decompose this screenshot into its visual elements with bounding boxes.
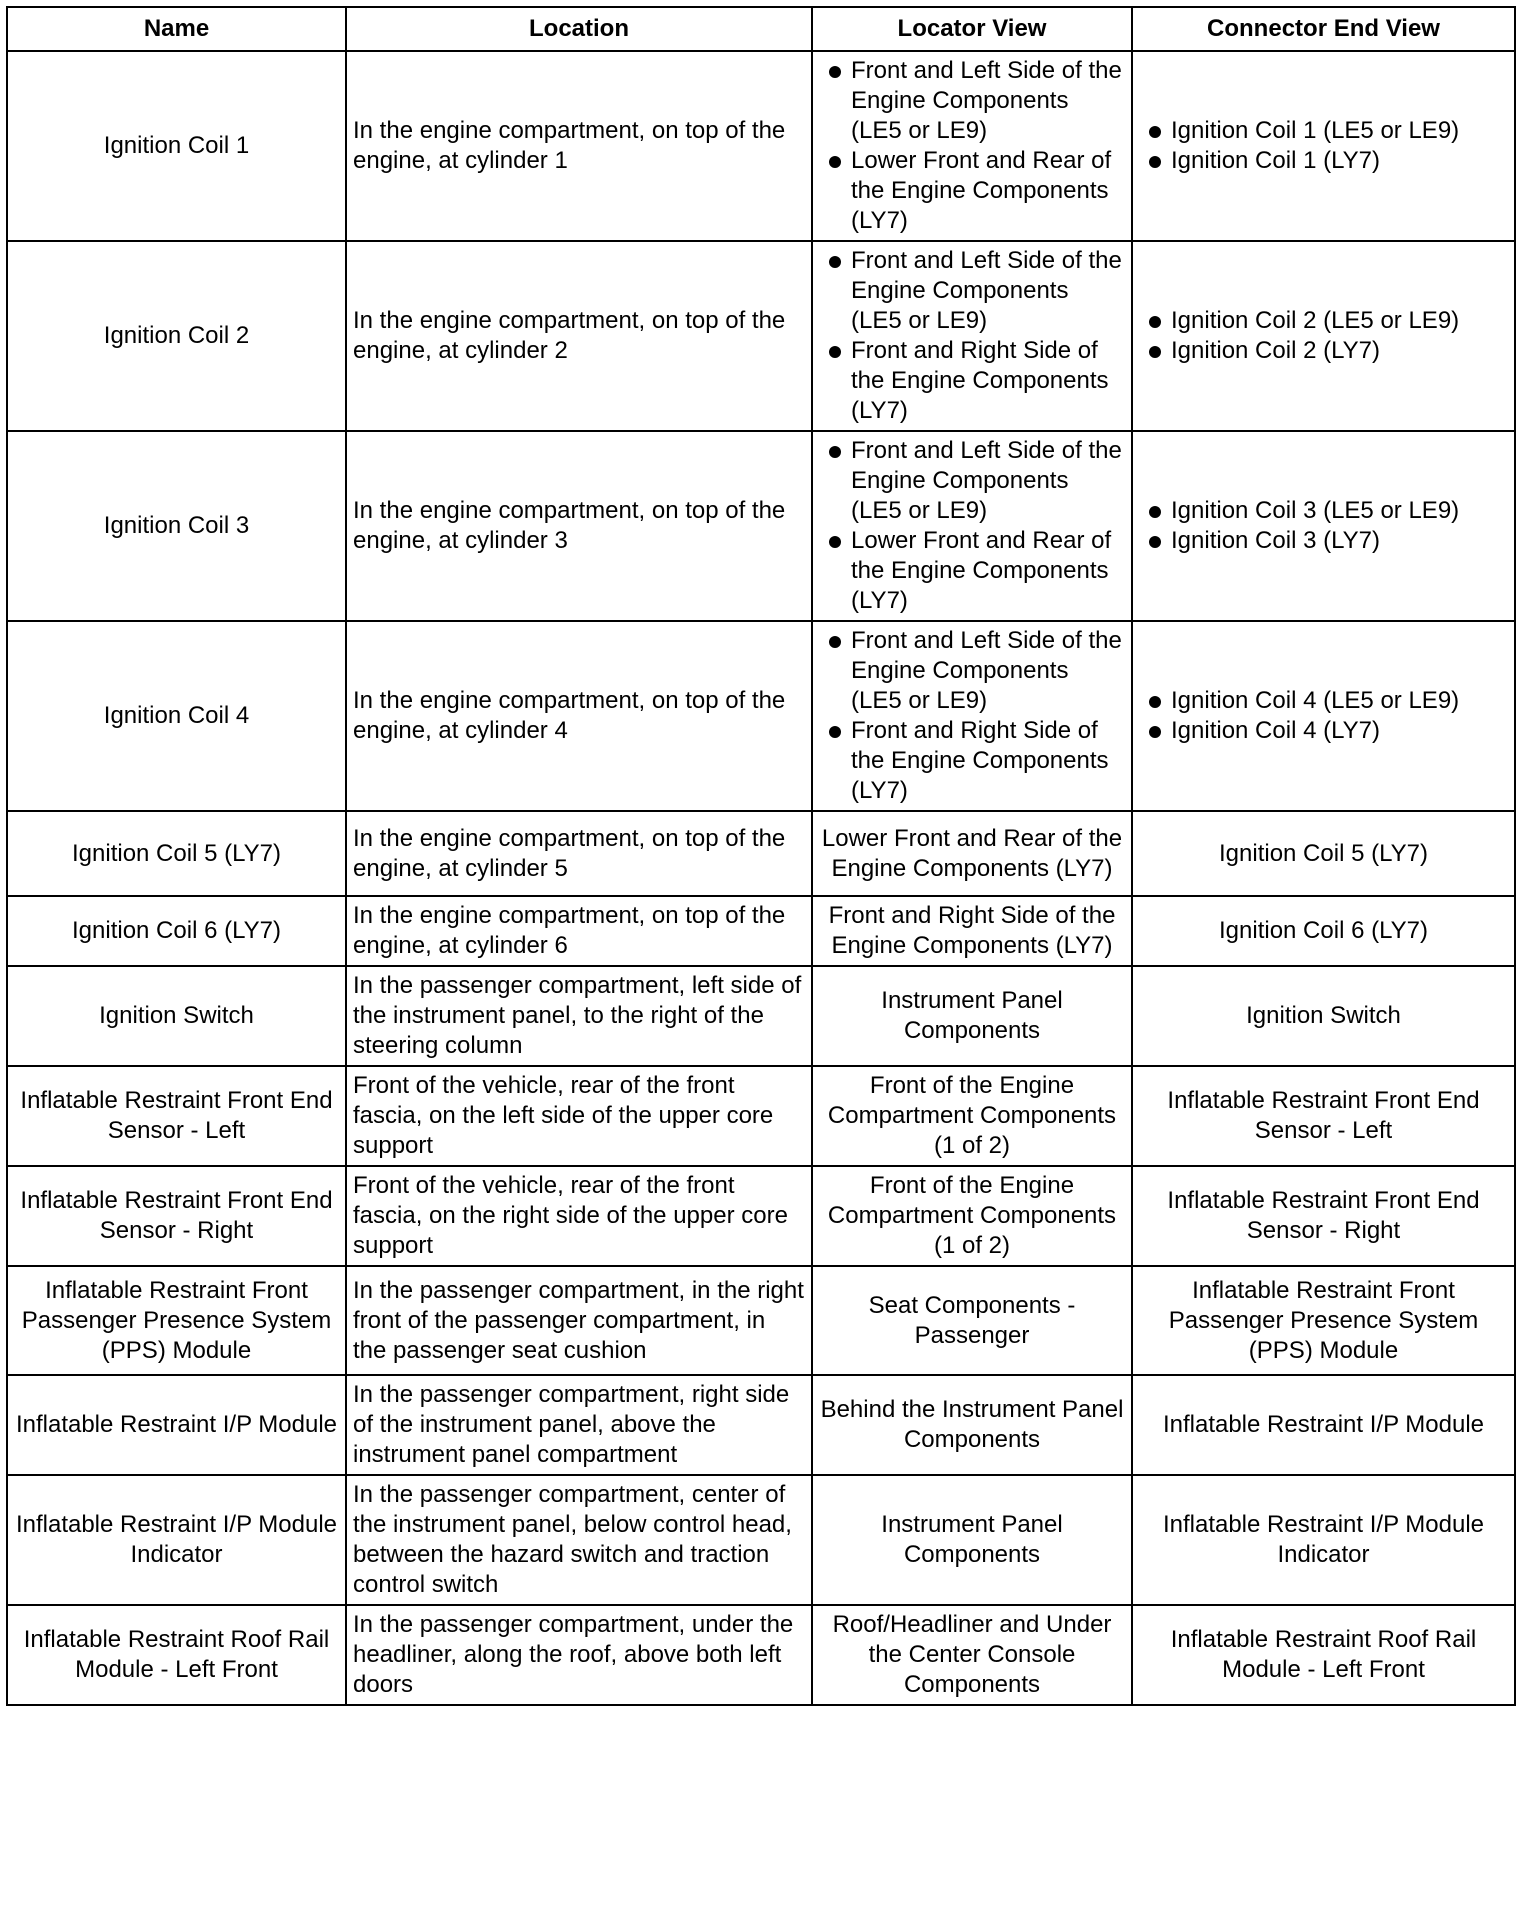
cell-name: Inflatable Restraint I/P Module Indicator — [7, 1475, 346, 1605]
table-row — [7, 1266, 1515, 1375]
table-row — [7, 1475, 1515, 1605]
cell-locator-view — [812, 621, 1132, 811]
cell-connector-end-view[interactable]: Inflatable Restraint Front End Sensor - Left — [1132, 1066, 1515, 1166]
cell-connector-end-view[interactable]: Inflatable Restraint Front End Sensor - Right — [1132, 1166, 1515, 1266]
cell-locator-view[interactable]: Instrument Panel Components — [812, 1475, 1132, 1605]
cell-connector-end-view[interactable]: Ignition Coil 6 (LY7) — [1132, 896, 1515, 966]
cell-name: Ignition Coil 4 — [7, 621, 346, 811]
table-row — [7, 896, 1515, 966]
header-name: Name — [7, 7, 346, 51]
connector-end-view-link[interactable]: Ignition Coil 1 (LY7) — [1139, 146, 1508, 176]
cell-location: Front of the vehicle, rear of the front fascia, on the right side of the upper core support — [346, 1166, 812, 1266]
cell-connector-end-view — [1132, 241, 1515, 431]
cell-locator-view[interactable]: Instrument Panel Components — [812, 966, 1132, 1066]
cell-connector-end-view[interactable]: Inflatable Restraint Roof Rail Module - Left Front — [1132, 1605, 1515, 1705]
connector-end-view-link[interactable]: Ignition Coil 1 (LE5 or LE9) — [1139, 116, 1508, 146]
cell-locator-view[interactable]: Lower Front and Rear of the Engine Components (LY7) — [812, 811, 1132, 896]
table-row — [7, 431, 1515, 621]
header-connector-end-view: Connector End View — [1132, 7, 1515, 51]
table-row — [7, 1605, 1515, 1705]
table-row — [7, 811, 1515, 896]
cell-location: In the passenger compartment, left side of the instrument panel, to the right of the steering column — [346, 966, 812, 1066]
connector-end-view-link[interactable]: Ignition Coil 3 (LY7) — [1139, 526, 1508, 556]
locator-view-link[interactable]: Lower Front and Rear of the Engine Components (LY7) — [819, 526, 1125, 616]
cell-name: Inflatable Restraint Front End Sensor - Left — [7, 1066, 346, 1166]
table-row — [7, 621, 1515, 811]
locator-view-link[interactable]: Lower Front and Rear of the Engine Components (LY7) — [819, 146, 1125, 236]
cell-location: In the engine compartment, on top of the engine, at cylinder 6 — [346, 896, 812, 966]
cell-location: Front of the vehicle, rear of the front fascia, on the left side of the upper core support — [346, 1066, 812, 1166]
cell-location: In the engine compartment, on top of the engine, at cylinder 1 — [346, 51, 812, 241]
cell-connector-end-view — [1132, 431, 1515, 621]
cell-locator-view[interactable]: Roof/Headliner and Under the Center Console Components — [812, 1605, 1132, 1705]
locator-view-link[interactable]: Front and Left Side of the Engine Components (LE5 or LE9) — [819, 56, 1125, 146]
cell-location: In the engine compartment, on top of the engine, at cylinder 4 — [346, 621, 812, 811]
cell-location: In the passenger compartment, under the headliner, along the roof, above both left doors — [346, 1605, 812, 1705]
cell-connector-end-view[interactable]: Inflatable Restraint Front Passenger Presence System (PPS) Module — [1132, 1266, 1515, 1375]
cell-connector-end-view[interactable]: Ignition Coil 5 (LY7) — [1132, 811, 1515, 896]
cell-name: Ignition Switch — [7, 966, 346, 1066]
header-row — [7, 7, 1515, 51]
cell-name: Inflatable Restraint Front Passenger Presence System (PPS) Module — [7, 1266, 346, 1375]
locator-view-link[interactable]: Front and Left Side of the Engine Components (LE5 or LE9) — [819, 246, 1125, 336]
table-row — [7, 241, 1515, 431]
cell-location: In the engine compartment, on top of the engine, at cylinder 5 — [346, 811, 812, 896]
cell-locator-view[interactable]: Front of the Engine Compartment Components (1 of 2) — [812, 1066, 1132, 1166]
cell-locator-view[interactable]: Behind the Instrument Panel Components — [812, 1375, 1132, 1475]
connector-end-view-link[interactable]: Ignition Coil 2 (LY7) — [1139, 336, 1508, 366]
cell-name: Ignition Coil 2 — [7, 241, 346, 431]
cell-locator-view[interactable]: Front and Right Side of the Engine Components (LY7) — [812, 896, 1132, 966]
cell-name: Ignition Coil 1 — [7, 51, 346, 241]
connector-end-view-link[interactable]: Ignition Coil 4 (LY7) — [1139, 716, 1508, 746]
cell-locator-view — [812, 431, 1132, 621]
cell-location: In the engine compartment, on top of the engine, at cylinder 2 — [346, 241, 812, 431]
cell-name: Inflatable Restraint Front End Sensor - Right — [7, 1166, 346, 1266]
cell-connector-end-view — [1132, 51, 1515, 241]
cell-location: In the passenger compartment, in the right front of the passenger compartment, in the passenger seat cushion — [346, 1266, 812, 1375]
cell-locator-view — [812, 241, 1132, 431]
connector-end-view-link[interactable]: Ignition Coil 2 (LE5 or LE9) — [1139, 306, 1508, 336]
cell-locator-view[interactable]: Seat Components - Passenger — [812, 1266, 1132, 1375]
locator-view-link[interactable]: Front and Left Side of the Engine Components (LE5 or LE9) — [819, 626, 1125, 716]
table-row — [7, 966, 1515, 1066]
component-locator-table — [6, 6, 1516, 1706]
table-row — [7, 51, 1515, 241]
cell-connector-end-view[interactable]: Ignition Switch — [1132, 966, 1515, 1066]
cell-name: Ignition Coil 6 (LY7) — [7, 896, 346, 966]
cell-connector-end-view[interactable]: Inflatable Restraint I/P Module Indicator — [1132, 1475, 1515, 1605]
locator-view-link[interactable]: Front and Right Side of the Engine Components (LY7) — [819, 336, 1125, 426]
table-row — [7, 1375, 1515, 1475]
cell-connector-end-view[interactable]: Inflatable Restraint I/P Module — [1132, 1375, 1515, 1475]
cell-location: In the passenger compartment, right side of the instrument panel, above the instrument panel compartment — [346, 1375, 812, 1475]
locator-view-link[interactable]: Front and Right Side of the Engine Components (LY7) — [819, 716, 1125, 806]
connector-end-view-link[interactable]: Ignition Coil 4 (LE5 or LE9) — [1139, 686, 1508, 716]
cell-locator-view[interactable]: Front of the Engine Compartment Components (1 of 2) — [812, 1166, 1132, 1266]
cell-location: In the engine compartment, on top of the engine, at cylinder 3 — [346, 431, 812, 621]
cell-location: In the passenger compartment, center of the instrument panel, below control head, between the hazard switch and traction control switch — [346, 1475, 812, 1605]
cell-name: Inflatable Restraint Roof Rail Module - Left Front — [7, 1605, 346, 1705]
connector-end-view-link[interactable]: Ignition Coil 3 (LE5 or LE9) — [1139, 496, 1508, 526]
cell-name: Inflatable Restraint I/P Module — [7, 1375, 346, 1475]
cell-name: Ignition Coil 3 — [7, 431, 346, 621]
cell-name: Ignition Coil 5 (LY7) — [7, 811, 346, 896]
cell-locator-view — [812, 51, 1132, 241]
cell-connector-end-view — [1132, 621, 1515, 811]
header-location: Location — [346, 7, 812, 51]
header-locator-view: Locator View — [812, 7, 1132, 51]
locator-view-link[interactable]: Front and Left Side of the Engine Components (LE5 or LE9) — [819, 436, 1125, 526]
component-locator-table-container — [6, 6, 1514, 1706]
table-row — [7, 1066, 1515, 1166]
table-row — [7, 1166, 1515, 1266]
